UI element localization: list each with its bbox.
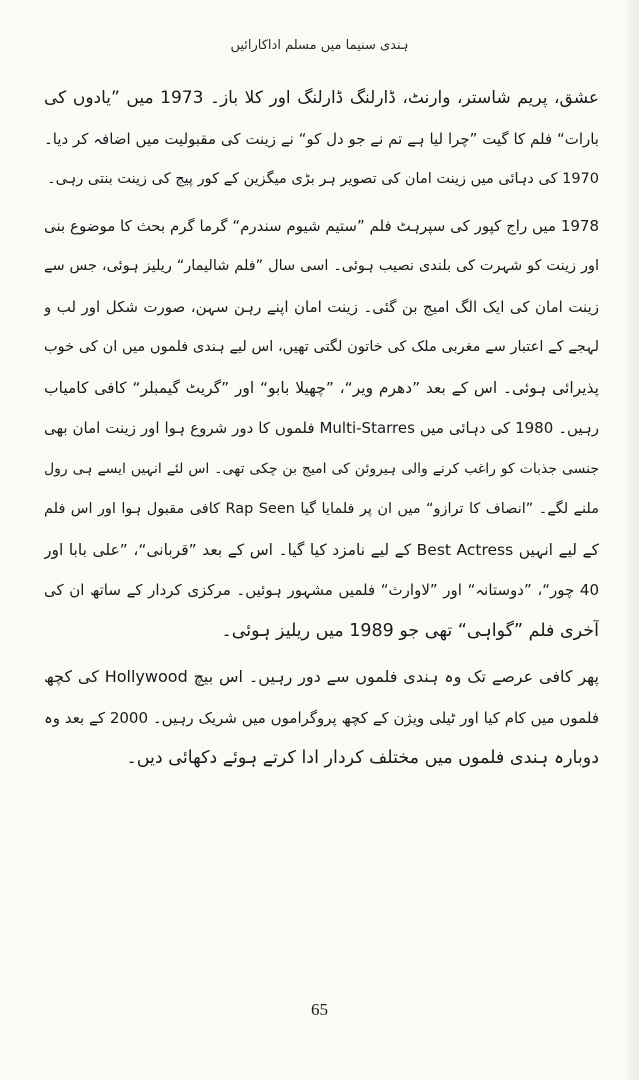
- text-line: پھر کافی عرصے تک وہ ہندی فلموں سے دور رہیں۔ اس بیچ Hollywood کی کچھ: [44, 667, 599, 686]
- text-line: 40 چور“، ”دوستانہ“ اور ”لاوارث“ فلمیں مشہور ہوئیں۔ مرکزی کردار کے ساتھ ان کی: [44, 581, 599, 599]
- text-line: 1970 کی دہائی میں زینت امان کی تصویر ہر بڑی میگزین کے کور پیج کی زینت بنتی رہی۔: [47, 171, 599, 187]
- page-number: 65: [311, 1000, 328, 1019]
- text-line: دوبارہ ہندی فلموں میں مختلف کردار ادا کرتے ہوئے دکھائی دیں۔: [126, 748, 599, 768]
- paragraph-3: [44, 657, 599, 779]
- text-line: رہیں۔ 1980 کی دہائی میں Multi-Starres فلموں کا دور شروع ہوا اور زینت امان بھی: [44, 419, 599, 437]
- text-line: بارات“ فلم کا گیت ”چرا لیا ہے تم نے جو دل کو“ نے زینت کی مقبولیت میں اضافہ کر دیا۔: [44, 129, 599, 148]
- page-body: [44, 78, 599, 781]
- running-header: ہندی سنیما میں مسلم اداکارائیں: [230, 38, 409, 53]
- text-line: کے لیے انہیں Best Actress کے لیے نامزد کیا گیا۔ اس کے بعد ”قربانی“، ”علی بابا اور: [44, 540, 599, 559]
- text-line: جنسی جذبات کو راغب کرنے والی ہیروئن کی امیج بن چکی تھی۔ اس لئے انہیں ایسے ہی رول: [44, 460, 599, 477]
- text-line: لہجے کے اعتبار سے مغربی ملک کی خاتون لگتی تھیں، اس لیے ہندی فلموں میں ان کی خوب: [44, 339, 599, 355]
- text-line: اور زینت کو شہرت کی بلندی نصیب ہوئی۔ اسی سال ”فلم شالیمار“ ریلیز ہوئی، جس سے: [44, 258, 599, 274]
- paragraph-1: [44, 78, 599, 200]
- text-line: ملنے لگے۔ ”انصاف کا ترازو“ میں ان پر فلمایا گیا Rap Seen کافی مقبول ہوا اور اس فلم: [44, 501, 599, 517]
- text-line: پذیرائی ہوئی۔ اس کے بعد ”دھرم ویر“، ”چھیلا بابو“ اور ”گریٹ گیمبلر“ کافی کامیاب: [44, 378, 599, 397]
- text-line: زینت امان کی ایک الگ امیج بن گئی۔ زینت امان اپنے رہن سہن، صورت شکل اور لب و: [44, 297, 599, 316]
- text-line: 1978 میں راج کپور کی سپرہٹ فلم ”ستیم شیوم سندرم“ گرما گرم بحث کا موضوع بنی: [44, 216, 599, 235]
- text-line: آخری فلم ”گواہی“ تھی جو 1989 میں ریلیز ہوئی۔: [221, 620, 599, 641]
- text-line: فلموں میں کام کیا اور ٹیلی ویژن کے کچھ پروگراموں میں شریک رہیں۔ 2000 کے بعد وہ: [44, 708, 599, 727]
- text-line: عشق، پریم شاستر، وارنٹ، ڈارلنگ ڈارلنگ اور کلا باز۔ 1973 میں ”یادوں کی: [44, 88, 599, 108]
- paragraph-2: [44, 206, 599, 652]
